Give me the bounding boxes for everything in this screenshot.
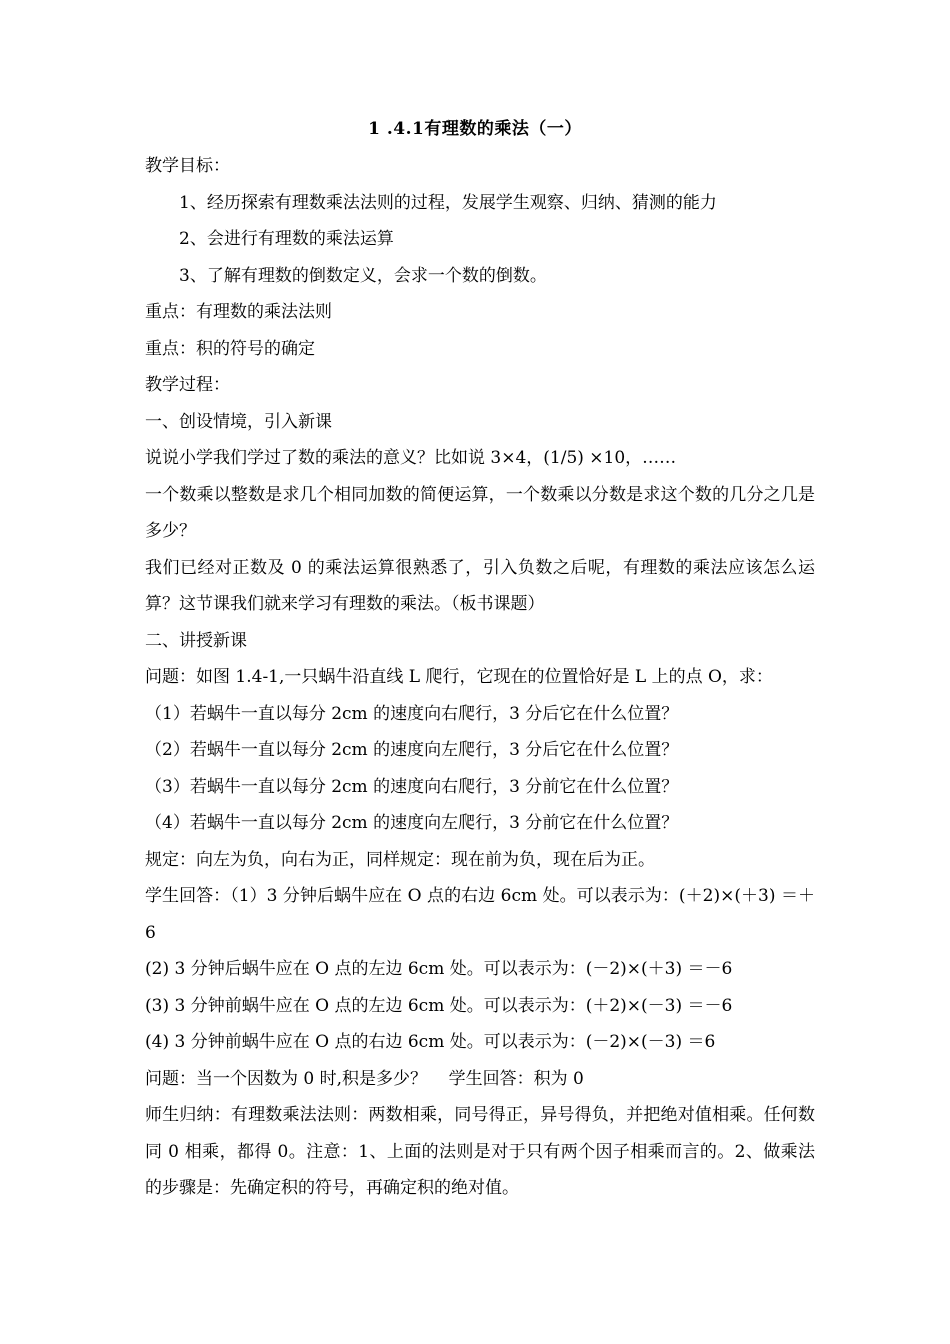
goals-heading: 教学目标： [145,156,230,176]
key-point: 重点：积的符号的确定 [145,338,315,359]
question-item: （2）若蜗牛一直以每分 2cm 的速度向左爬行，3 分后它在什么位置？ [145,740,679,760]
answer-item: (3) 3 分钟前蜗牛应在 O 点的左边 6cm 处。可以表示为：(＋2)×(－3) ＝－6 [145,995,733,1016]
question-item: （4）若蜗牛一直以每分 2cm 的速度向左爬行，3 分前它在什么位置？ [145,813,679,833]
section-heading: 二、讲授新课 [145,630,247,651]
document-body [145,148,815,1207]
goal-item: 2、会进行有理数的乘法运算 [179,229,394,249]
paragraph: 我们已经对正数及 0 的乘法运算很熟悉了，引入负数之后呢，有理数的乘法应该怎么运算？这节课我们就来学习有理数的乘法。（板书课题） [145,557,815,614]
answer-item: (2) 3 分钟后蜗牛应在 O 点的左边 6cm 处。可以表示为：(－2)×(＋3) ＝－6 [145,959,733,979]
key-point: 重点：有理数的乘法法则 [145,302,332,322]
document-title: 1 .4.1有理数的乘法（一） [368,119,582,139]
answer-item: 学生回答：（1）3 分钟后蜗牛应在 O 点的右边 6cm 处。可以表示为：(＋2)×(＋3) ＝＋6 [145,886,815,943]
problem-statement: 问题：如图 1.4-1,一只蜗牛沿直线 L 爬行，它现在的位置恰好是 L 上的点 O，求： [145,667,773,687]
paragraph: 一个数乘以整数是求几个相同加数的简便运算，一个数乘以分数是求这个数的几分之几是多少？ [145,484,815,541]
goal-item: 1、经历探索有理数乘法法则的过程，发展学生观察、归纳、猜测的能力 [179,192,717,213]
rule-statement: 规定：向左为负，向右为正，同样规定：现在前为负，现在后为正。 [145,849,655,870]
zero-question: 问题：当一个因数为 0 时,积是多少？ 学生回答：积为 0 [145,1068,584,1089]
answer-item: (4) 3 分钟前蜗牛应在 O 点的右边 6cm 处。可以表示为：(－2)×(－3) ＝6 [145,1032,716,1052]
paragraph: 说说小学我们学过了数的乘法的意义？比如说 3×4，(1/5) ×10，…… [145,448,677,468]
question-item: （3）若蜗牛一直以每分 2cm 的速度向右爬行，3 分前它在什么位置？ [145,776,679,797]
summary-paragraph: 师生归纳：有理数乘法法则：两数相乘，同号得正，异号得负，并把绝对值相乘。任何数同 0 相乘，都得 0。注意：1、上面的法则是对于只有两个因子相乘而言的。2、做乘法的步骤是：先确定积的符号，再确定积的绝对值。 [145,1105,815,1198]
goal-item: 3、了解有理数的倒数定义，会求一个数的倒数。 [179,265,547,286]
section-heading: 一、创设情境，引入新课 [145,411,332,432]
question-item: （1）若蜗牛一直以每分 2cm 的速度向右爬行，3 分后它在什么位置？ [145,703,679,724]
process-heading: 教学过程： [145,375,230,395]
